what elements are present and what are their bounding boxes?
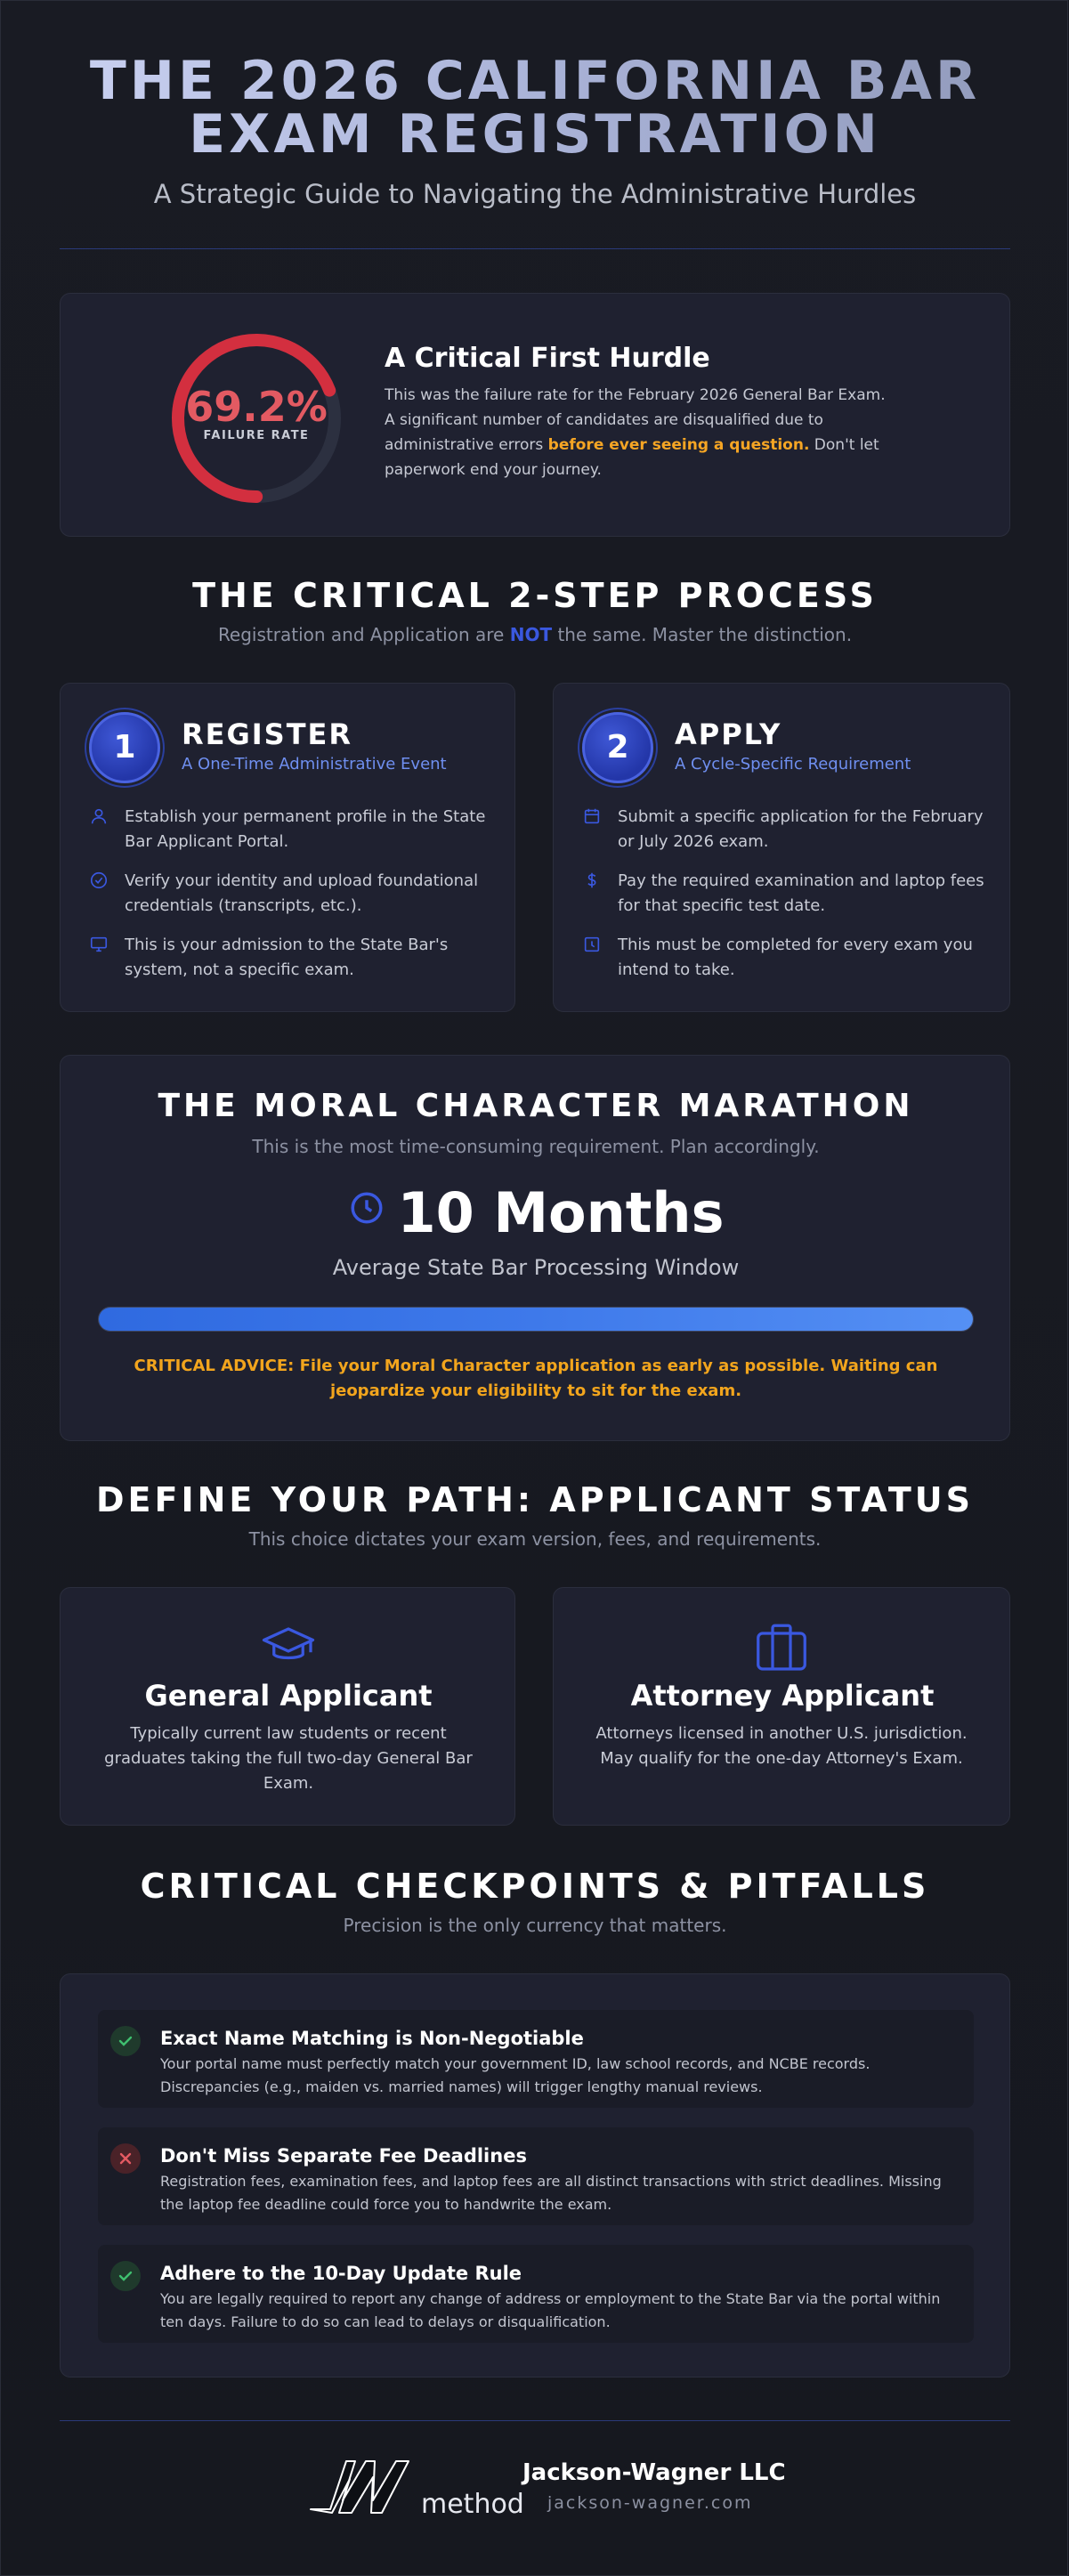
checkpoint-text: You are legally required to report any change of address or employment to the State Bar via the portal within ten days. Failure to do so can lead to delays or disqualification. [160, 2290, 941, 2330]
briefcase-icon [755, 1622, 808, 1672]
company-name: Jackson-Wagner LLC [522, 2459, 786, 2486]
checkpoint-title: Don't Miss Separate Fee Deadlines [160, 2145, 527, 2167]
moral-subtitle: This is the most time-consuming requirement. Plan accordingly. [252, 1136, 820, 1157]
critical-advice: CRITICAL ADVICE: File your Moral Character application as early as possible. Waiting can jeopardize your eligibility to sit for the exam. [134, 1357, 938, 1400]
applicant-type-description: Attorneys licensed in another U.S. jurisdiction. May qualify for the one-day Attorney's Exam. [595, 1724, 968, 1768]
processing-months: 10 Months [397, 1180, 725, 1245]
checkpoints-card [60, 1973, 1010, 2378]
monitor-icon [89, 935, 109, 954]
failure-rate-value: 69.2% [185, 383, 328, 431]
applicant-type-description: Typically current law students or recent graduates taking the full two-day General Bar Exam. [104, 1724, 473, 1793]
x-icon [110, 2143, 141, 2174]
hurdle-text-part: This was the failure rate for the February 2026 General Bar Exam. A significant number of candidates are disqualified due to administrative errors [385, 386, 886, 454]
checkpoint-item [98, 2010, 974, 2108]
title-line-1: THE 2026 CALIFORNIA BAR [89, 50, 981, 112]
divider [60, 248, 1010, 249]
check-icon [110, 2261, 141, 2291]
clock-icon [348, 1189, 385, 1227]
calendar-icon [582, 806, 602, 826]
page-subtitle: A Strategic Guide to Navigating the Administrative Hurdles [153, 179, 917, 209]
path-section-title: DEFINE YOUR PATH: APPLICANT STATUS [95, 1480, 975, 1519]
process-sub-not: NOT [509, 624, 553, 645]
page-title [1, 50, 1069, 166]
step-card-apply [553, 683, 1010, 1012]
step-item-text: Submit a specific application for the February or July 2026 exam. [618, 807, 984, 851]
checkpoints-section-subtitle: Precision is the only currency that matters. [343, 1915, 727, 1936]
step-item-text: Pay the required examination and laptop fees for that specific test date. [618, 871, 984, 915]
process-section-subtitle [1, 624, 1069, 645]
moral-character-card [60, 1055, 1010, 1441]
jackson-wagner-logo [304, 2450, 524, 2522]
step-card-register [60, 683, 515, 1012]
company-url: jackson-wagner.com [547, 2493, 753, 2513]
logo-wordmark: method [421, 2489, 524, 2520]
checkpoint-title: Adhere to the 10-Day Update Rule [160, 2263, 522, 2284]
checkpoint-text: Registration fees, examination fees, and laptop fees are all distinct transactions with strict deadlines. Missing the laptop fee deadline could force you to handwrite the exam. [160, 2173, 942, 2213]
step-item-text: This is your admission to the State Bar's system, not a specific exam. [125, 936, 449, 979]
step-item-text: This must be completed for every exam you intend to take. [618, 936, 973, 979]
attorney-applicant-card [553, 1587, 1010, 1826]
hurdle-text-part: Don't let paperwork end your journey. [385, 436, 879, 479]
user-icon [89, 806, 109, 826]
title-line-2: EXAM REGISTRATION [189, 103, 881, 166]
hurdle-title: A Critical First Hurdle [385, 343, 710, 374]
processing-bar [98, 1307, 974, 1332]
step-subtitle: A Cycle-Specific Requirement [675, 755, 911, 774]
months-row [61, 1180, 1011, 1245]
checkpoint-title: Exact Name Matching is Non-Negotiable [160, 2028, 584, 2049]
moral-title: THE MORAL CHARACTER MARATHON [158, 1088, 914, 1124]
checkpoint-text: Your portal name must perfectly match your government ID, law school records, and NCBE records. Discrepancies (e.g., maiden vs. married names) will trigger lengthy manual reviews. [160, 2055, 871, 2095]
dollar-icon [582, 871, 602, 890]
step-item-text: Verify your identity and upload foundational credentials (transcripts, etc.). [125, 871, 479, 915]
checkpoints-section-title: CRITICAL CHECKPOINTS & PITFALLS [140, 1867, 930, 1906]
step-item-text: Establish your permanent profile in the State Bar Applicant Portal. [125, 807, 486, 851]
step-title: REGISTER [182, 717, 353, 751]
process-section-title: THE CRITICAL 2-STEP PROCESS [192, 576, 878, 615]
applicant-type-title: General Applicant [144, 1679, 433, 1713]
clock-square-icon [582, 935, 602, 954]
footer-divider [60, 2420, 1010, 2421]
check-icon [110, 2026, 141, 2056]
applicant-type-title: Attorney Applicant [630, 1679, 935, 1713]
processing-bar-fill [99, 1308, 973, 1331]
process-sub-part: Registration and Application are [217, 624, 510, 645]
hurdle-highlight: before ever seeing a question. [547, 436, 810, 454]
check-circle-icon [89, 871, 109, 890]
path-section-subtitle: This choice dictates your exam version, fees, and requirements. [248, 1528, 822, 1550]
step-title: APPLY [675, 717, 782, 751]
step-number-badge: 2 [582, 712, 653, 783]
failure-rate-label: FAILURE RATE [203, 429, 310, 442]
process-sub-part: the same. Master the distinction. [552, 624, 853, 645]
failure-rate-card [60, 293, 1010, 537]
general-applicant-card [60, 1587, 515, 1826]
step-subtitle: A One-Time Administrative Event [182, 755, 447, 774]
processing-window-label: Average State Bar Processing Window [332, 1255, 740, 1280]
checkpoint-item [98, 2127, 974, 2225]
hurdle-text [385, 383, 892, 482]
checkpoint-item [98, 2245, 974, 2343]
graduation-cap-icon [262, 1622, 315, 1672]
step-number-badge: 1 [89, 712, 160, 783]
